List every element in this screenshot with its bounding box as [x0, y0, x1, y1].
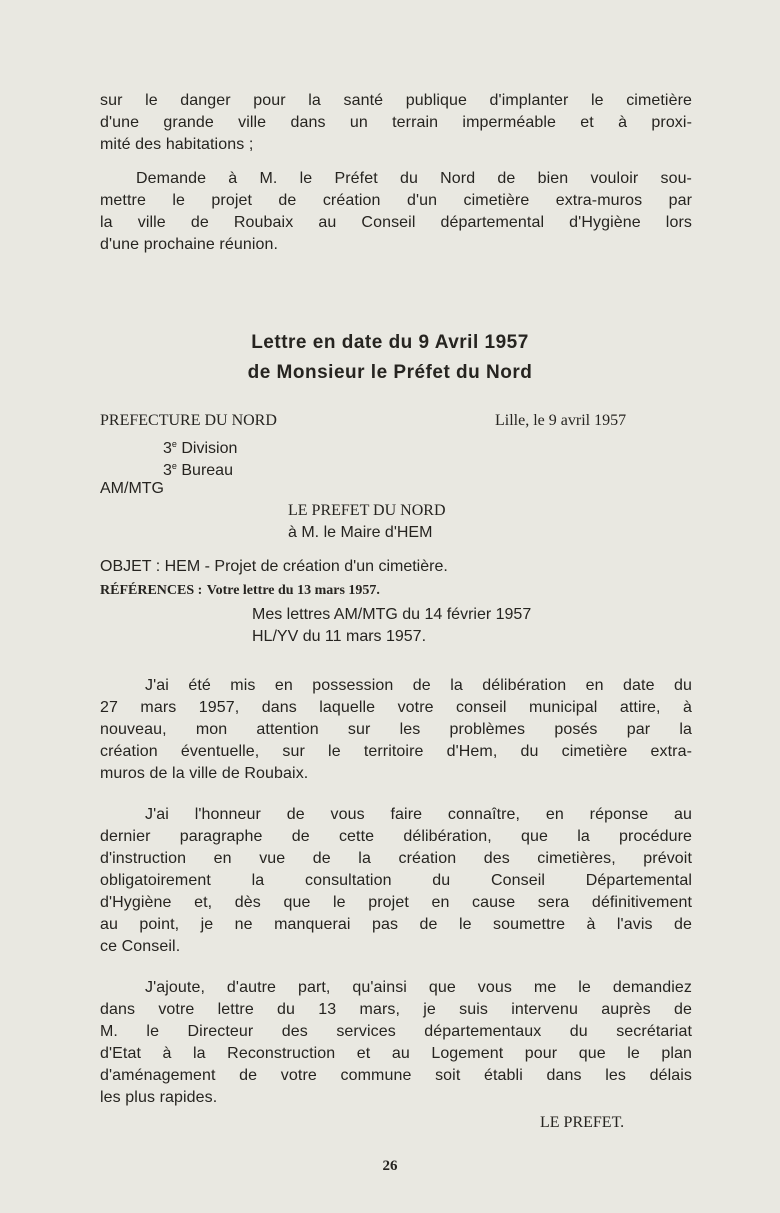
recipient-line-1: LE PREFET DU NORD — [288, 502, 446, 519]
text-line: dernier paragraphe de cette délibération, que la procédure — [100, 828, 692, 845]
objet-text: HEM - Projet de création d'un cimetière. — [164, 558, 448, 575]
text-line: d'Hygiène et, dès que le projet en cause sera définitivement — [100, 894, 692, 911]
signature: LE PREFET. — [540, 1114, 625, 1131]
text-line: d'instruction en vue de la création des cimetières, prévoit — [100, 850, 692, 867]
references-line-2: Mes lettres AM/MTG du 14 février 1957 — [252, 606, 532, 623]
bureau-number: 3 — [163, 462, 172, 479]
text-line: la ville de Roubaix au Conseil départemental d'Hygiène lors — [100, 214, 692, 231]
text-line: d'Etat à la Reconstruction et au Logement pour que le plan — [100, 1045, 692, 1062]
body-paragraph-1 — [100, 675, 692, 785]
text-line: d'une prochaine réunion. — [100, 236, 279, 253]
text-line: au point, je ne manquerai pas de le soumettre à l'avis de — [100, 916, 692, 933]
letter-title-line-2: de Monsieur le Préfet du Nord — [247, 362, 533, 383]
text-line: les plus rapides. — [100, 1089, 218, 1106]
text-line: Demande à M. le Préfet du Nord de bien vouloir sou- — [136, 170, 692, 187]
objet-label: OBJET : — [100, 558, 161, 575]
bureau-label: Bureau — [181, 462, 233, 479]
division-superscript: e — [171, 439, 177, 449]
text-line: J'ajoute, d'autre part, qu'ainsi que vous me le demandiez — [145, 979, 692, 996]
page-number: 26 — [382, 1158, 398, 1174]
letter-title-line-1: Lettre en date du 9 Avril 1957 — [251, 332, 529, 353]
text-line: création éventuelle, sur le territoire d'Hem, du cimetière extra- — [100, 743, 692, 760]
text-line: ce Conseil. — [100, 938, 181, 955]
text-line: obligatoirement la consultation du Conseil Départemental — [100, 872, 692, 889]
text-line: d'aménagement de votre commune soit établi dans les délais — [100, 1067, 692, 1084]
text-line: muros de la ville de Roubaix. — [100, 765, 309, 782]
text-line: J'ai l'honneur de vous faire connaître, en réponse au — [145, 806, 692, 823]
text-line: J'ai été mis en possession de la délibération en date du — [145, 677, 692, 694]
text-line: d'une grande ville dans un terrain imperméable et à proxi- — [100, 114, 692, 131]
text-line: mettre le projet de création d'un cimetière extra-muros par — [100, 192, 692, 209]
recipient-line-2: à M. le Maire d'HEM — [288, 524, 433, 541]
division-number: 3 — [163, 440, 172, 457]
reference-code: AM/MTG — [100, 480, 164, 497]
division-label: Division — [181, 440, 238, 457]
references-line-3: HL/YV du 11 mars 1957. — [252, 628, 427, 645]
text-line: mité des habitations ; — [100, 136, 254, 153]
intro-paragraph-2 — [100, 168, 692, 256]
objet — [100, 556, 448, 578]
intro-paragraph-1 — [100, 90, 692, 156]
references-label: RÉFÉRENCES : — [100, 583, 203, 598]
text-line: nouveau, mon attention sur les problèmes posés par la — [100, 721, 692, 738]
text-line: 27 mars 1957, dans laquelle votre conseil municipal attire, à — [100, 699, 692, 716]
sender: PREFECTURE DU NORD — [100, 412, 277, 429]
body-paragraph-2 — [100, 804, 692, 958]
references — [100, 579, 380, 602]
bureau-superscript: e — [171, 461, 177, 471]
body-paragraph-3 — [100, 977, 692, 1109]
place-date: Lille, le 9 avril 1957 — [495, 412, 627, 429]
text-line: sur le danger pour la santé publique d'implanter le cimetière — [100, 92, 692, 109]
text-line: dans votre lettre du 13 mars, je suis intervenu auprès de — [100, 1001, 692, 1018]
references-line-1: Votre lettre du 13 mars 1957. — [206, 583, 380, 598]
text-line: M. le Directeur des services départementaux du secrétariat — [100, 1023, 692, 1040]
bureau — [163, 455, 233, 482]
